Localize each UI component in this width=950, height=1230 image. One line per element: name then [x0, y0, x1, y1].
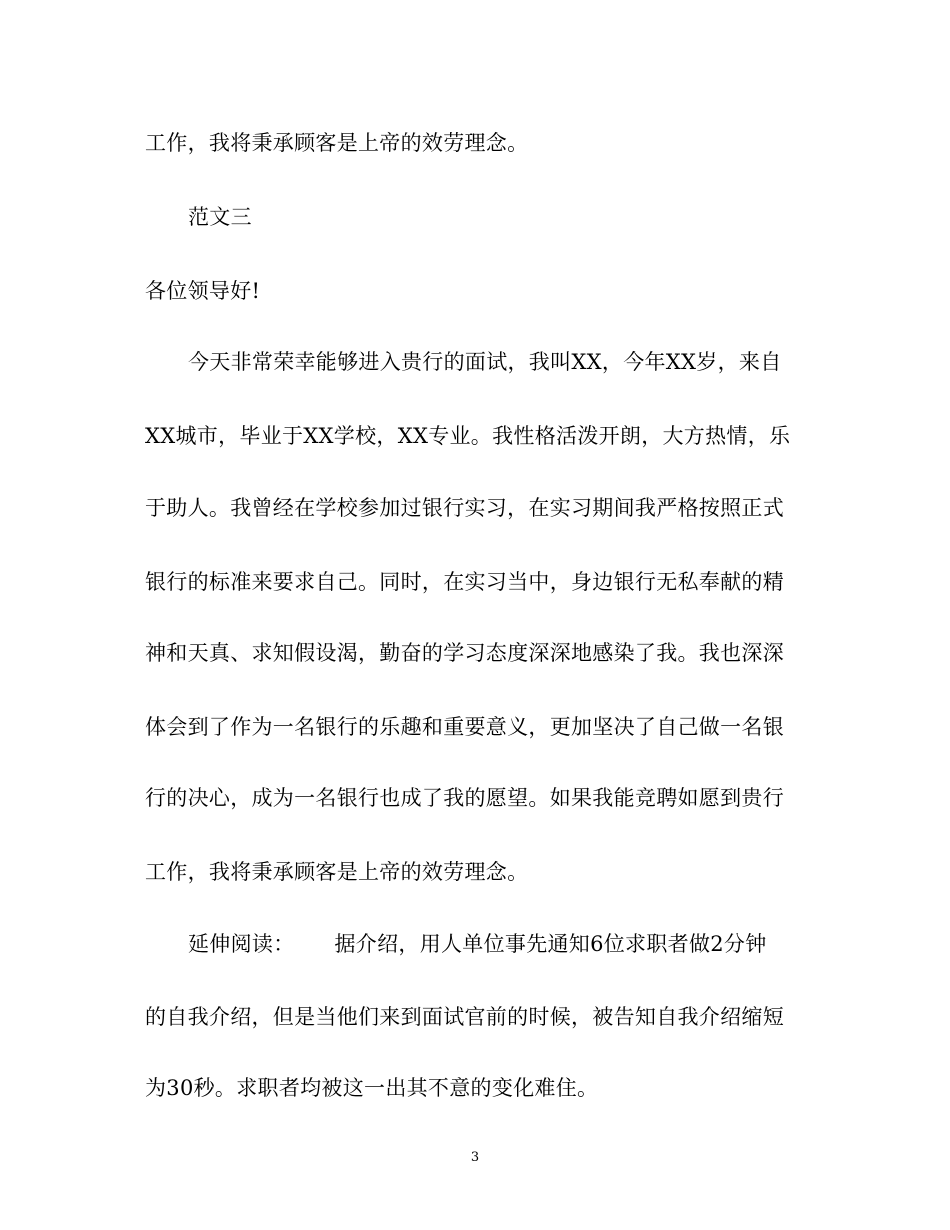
extended-reading-text: 据介绍，用人单位事先通知6位求职者做2分钟: [334, 932, 767, 956]
paragraph-line: 工作，我将秉承顾客是上帝的效劳理念。: [145, 860, 529, 884]
paragraph-line: XX城市，毕业于XX学校，XX专业。我性格活泼开朗，大方热情，乐: [145, 424, 791, 448]
paragraph-line: 于助人。我曾经在学校参加过银行实习，在实习期间我严格按照正式: [145, 496, 784, 520]
extended-reading-label: 延伸阅读：: [188, 932, 295, 956]
paragraph-line: 银行的标准来要求自己。同时，在实习当中，身边银行无私奉献的精: [145, 570, 784, 594]
section-heading: 范文三: [188, 205, 252, 229]
salutation: 各位领导好!: [145, 279, 261, 303]
page-number: 3: [470, 1150, 480, 1165]
paragraph-line: 体会到了作为一名银行的乐趣和重要意义，更加坚决了自己做一名银: [145, 715, 784, 739]
paragraph-line: 行的决心，成为一名银行也成了我的愿望。如果我能竞聘如愿到贵行: [145, 786, 784, 810]
paragraph-line: 工作，我将秉承顾客是上帝的效劳理念。: [145, 131, 529, 155]
paragraph-line: 今天非常荣幸能够进入贵行的面试，我叫XX，今年XX岁，来自: [188, 350, 782, 374]
paragraph-line: 的自我介绍，但是当他们来到面试官前的时候，被告知自我介绍缩短: [145, 1005, 784, 1029]
paragraph-line: 为30秒。求职者均被这一出其不意的变化难住。: [145, 1076, 599, 1100]
extended-reading-line: [188, 932, 767, 956]
paragraph-line: 神和天真、求知假设渴，勤奋的学习态度深深地感染了我。我也深深: [145, 641, 784, 665]
